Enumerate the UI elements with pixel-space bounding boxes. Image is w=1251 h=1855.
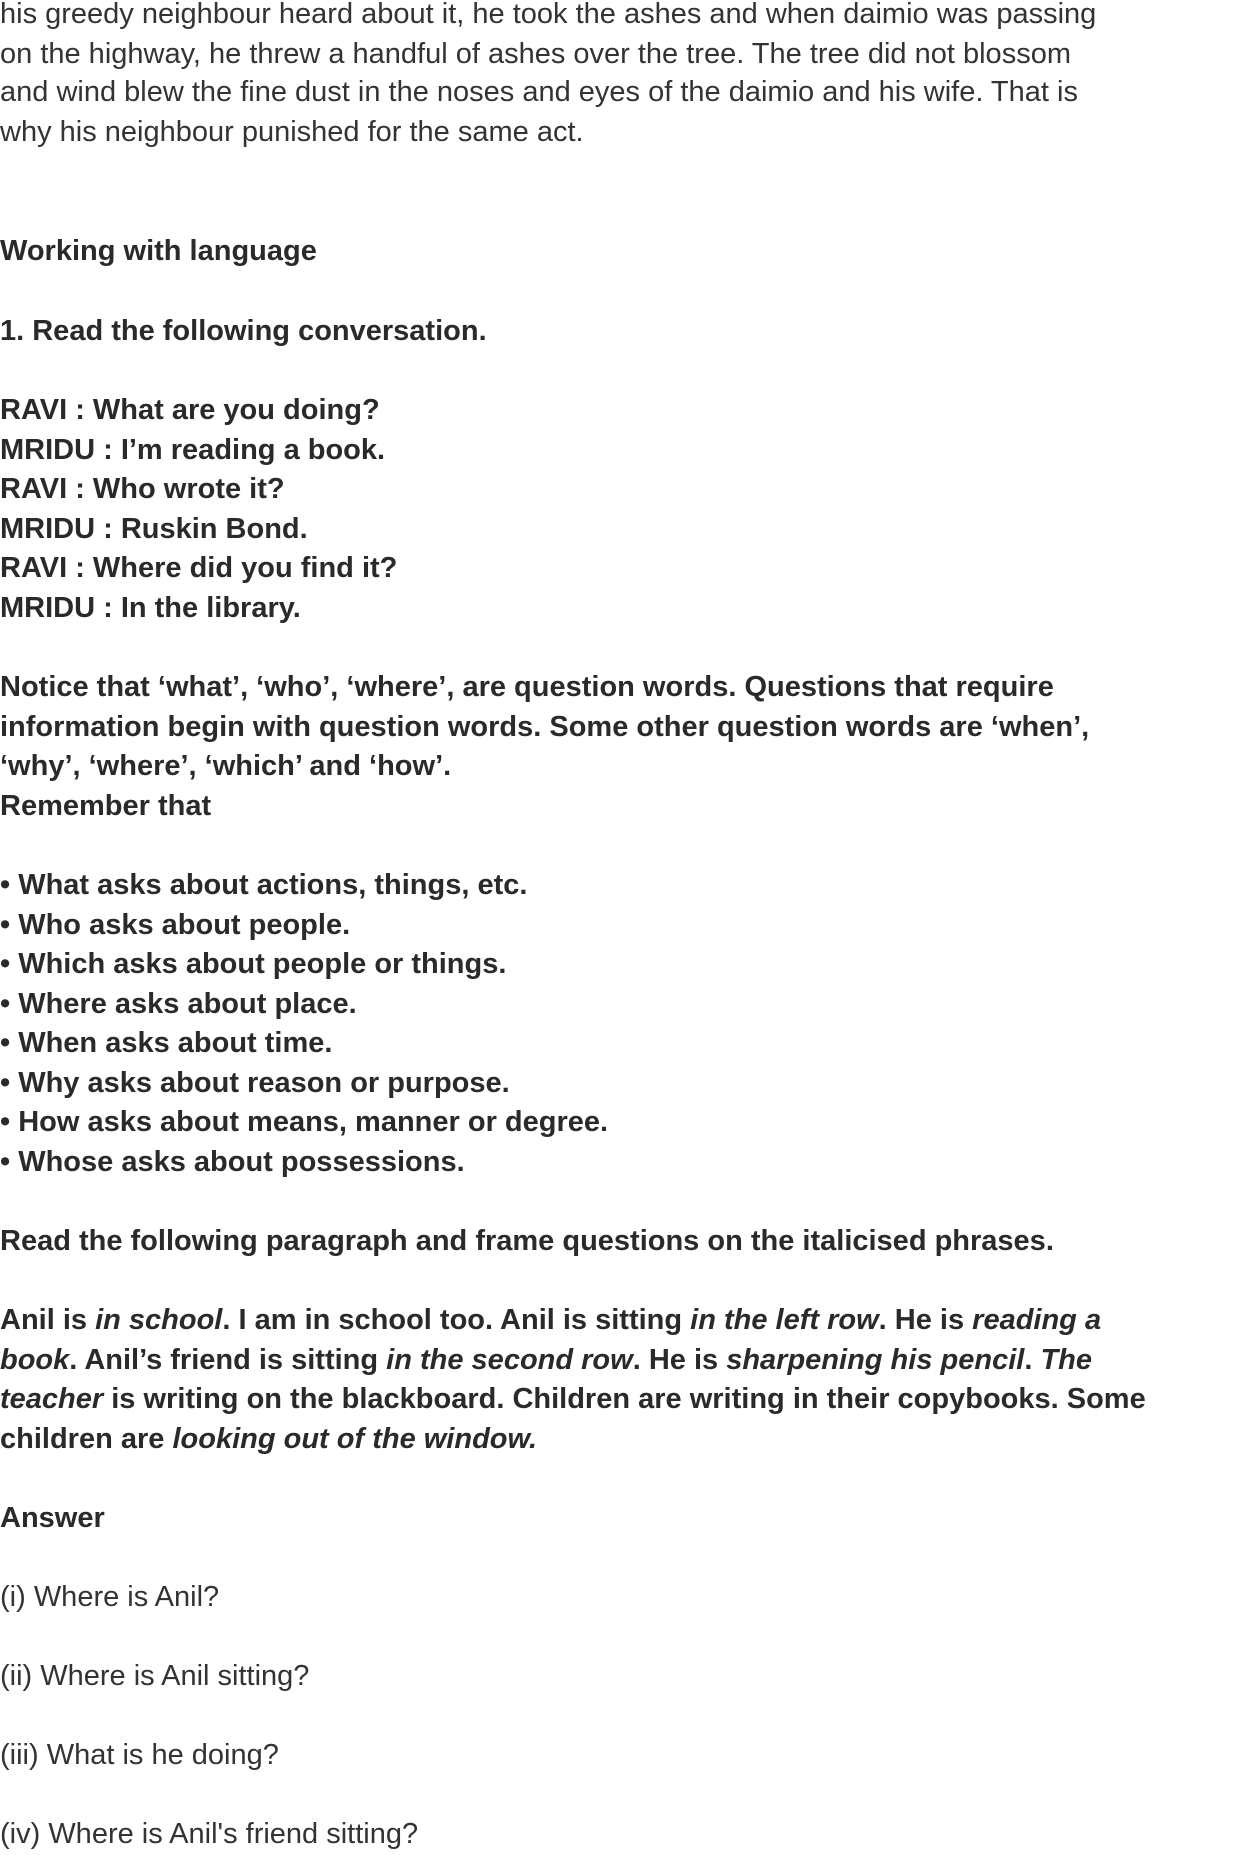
question-1-heading: 1. Read the following conversation.	[0, 315, 487, 347]
answer-item: (iv) Where is Anil's friend sitting?	[0, 1818, 419, 1850]
paragraph-line-1: Anil is in school. I am in school too. Anil is sitting in the left row. He is reading a	[0, 1304, 1102, 1336]
section-title: Working with language	[0, 235, 317, 267]
bullet-item: • How asks about means, manner or degree.	[0, 1106, 609, 1138]
notice-line-2: information begin with question words. Some other question words are ‘when’,	[0, 711, 1090, 743]
paragraph-line-2: book. Anil’s friend is sitting in the second row. He is sharpening his pencil. The	[0, 1344, 1093, 1376]
bullet-item: • Why asks about reason or purpose.	[0, 1067, 510, 1099]
answer-item: (ii) Where is Anil sitting?	[0, 1660, 310, 1692]
intro-line-2: on the highway, he threw a handful of ashes over the tree. The tree did not blossom	[0, 38, 1071, 70]
notice-line-1: Notice that ‘what’, ‘who’, ‘where’, are question words. Questions that require	[0, 671, 1054, 703]
bullet-item: • Who asks about people.	[0, 909, 351, 941]
intro-line-1: his greedy neighbour heard about it, he took the ashes and when daimio was passing	[0, 0, 1097, 30]
conversation-line: RAVI : Who wrote it?	[0, 473, 285, 505]
answer-item: (iii) What is he doing?	[0, 1739, 279, 1771]
remember-label: Remember that	[0, 790, 212, 822]
intro-line-4: why his neighbour punished for the same act.	[0, 116, 584, 148]
bullet-item: • When asks about time.	[0, 1027, 333, 1059]
instruction: Read the following paragraph and frame questions on the italicised phrases.	[0, 1225, 1054, 1257]
bullet-item: • What asks about actions, things, etc.	[0, 869, 528, 901]
conversation-line: RAVI : Where did you find it?	[0, 552, 398, 584]
paragraph-line-4: children are looking out of the window.	[0, 1423, 538, 1455]
conversation-line: MRIDU : I’m reading a book.	[0, 434, 386, 466]
conversation-line: RAVI : What are you doing?	[0, 394, 380, 426]
bullet-item: • Which asks about people or things.	[0, 948, 507, 980]
intro-line-3: and wind blew the fine dust in the noses and eyes of the daimio and his wife. That is	[0, 76, 1078, 108]
notice-line-3: ‘why’, ‘where’, ‘which’ and ‘how’.	[0, 750, 452, 782]
answer-item: (i) Where is Anil?	[0, 1581, 220, 1613]
answer-label: Answer	[0, 1502, 105, 1534]
bullet-item: • Whose asks about possessions.	[0, 1146, 465, 1178]
bullet-item: • Where asks about place.	[0, 988, 357, 1020]
conversation-line: MRIDU : In the library.	[0, 592, 301, 624]
paragraph-line-3: teacher is writing on the blackboard. Children are writing in their copybooks. Some	[0, 1383, 1146, 1415]
conversation-line: MRIDU : Ruskin Bond.	[0, 513, 308, 545]
